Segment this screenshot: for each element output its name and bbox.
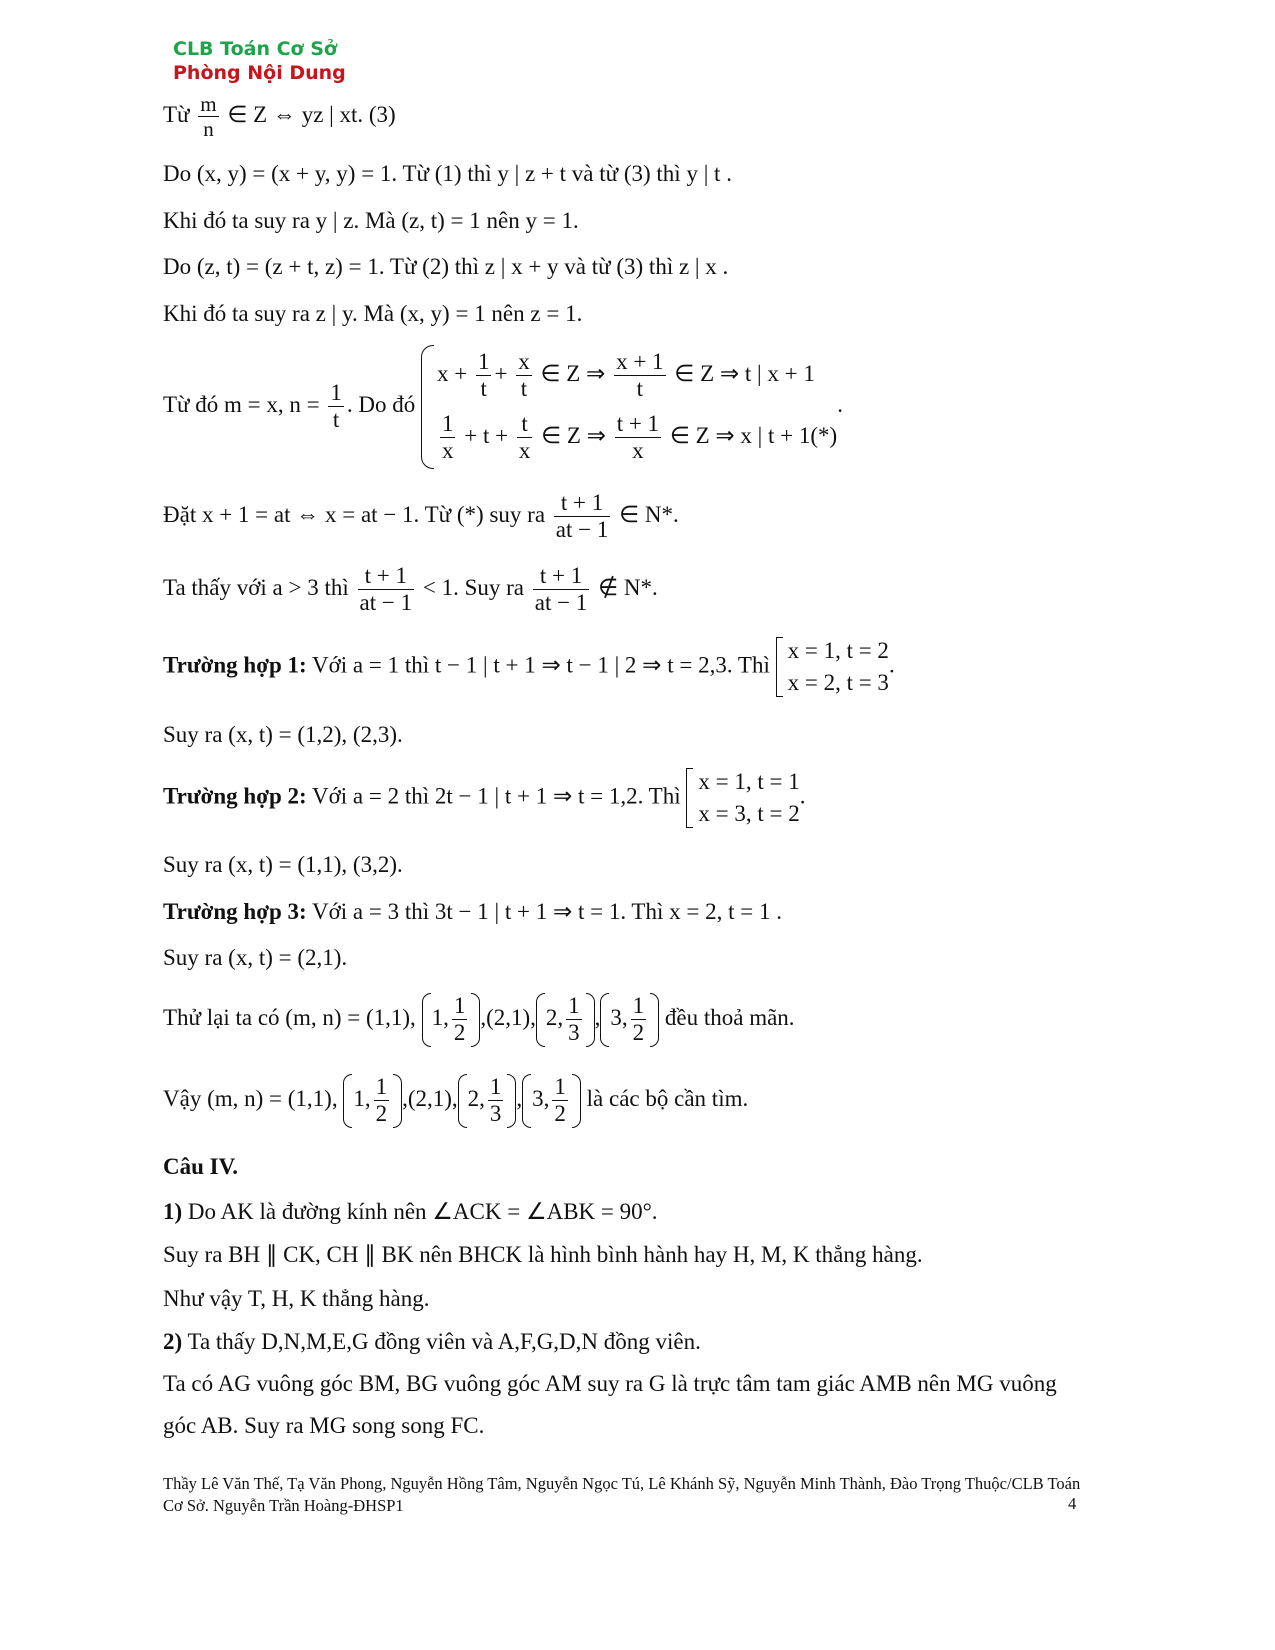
q4-line-3: Như vậy T, H, K thẳng hàng.	[163, 1286, 430, 1311]
q4-line-2: Suy ra BH ∥ CK, CH ∥ BK nên BHCK là hình bình hành hay H, M, K thẳng hàng.	[163, 1242, 923, 1267]
result-2: Suy ra (x, t) = (1,1), (3,2).	[163, 852, 403, 877]
line-5: Khi đó ta suy ra z | y. Mà (x, y) = 1 nên z = 1.	[163, 301, 583, 326]
line-7: Đặt x + 1 = at ⇔ x = at − 1. Từ (*) suy ra $\frac{t + 1}{at - 1}$ ∈ N*.	[163, 490, 679, 543]
footer-credits: Thầy Lê Văn Thế, Tạ Văn Phong, Nguyễn Hồng Tâm, Nguyễn Ngọc Tú, Lê Khánh Sỹ, Nguyễn Minh Thành, Đào Trọng Thuộc/CLB Toán Cơ Sở. Nguyễn Trần Hoàng-ĐHSP1	[163, 1474, 1081, 1516]
case-2: Trường hợp 2: Với a = 2 thì 2t − 1 | t + 1 ⇒ t = 1,2. Thì x = 1, t = 1 x = 3, t = 2 .	[163, 766, 805, 830]
case-3: Trường hợp 3: Với a = 3 thì 3t − 1 | t + 1 ⇒ t = 1. Thì x = 2, t = 1 .	[163, 899, 782, 924]
q4-line-5: Ta có AG vuông góc BM, BG vuông góc AM suy ra G là trực tâm tam giác AMB nên MG vuông	[163, 1371, 1057, 1396]
case-bracket: x = 1, t = 2 x = 2, t = 3	[776, 635, 889, 699]
case-bracket: x = 1, t = 1 x = 3, t = 2	[686, 766, 799, 830]
page-number: 4	[1068, 1494, 1077, 1513]
header-club: CLB Toán Cơ Sở	[173, 38, 337, 60]
fraction: $\frac{m}{n}$	[200, 92, 217, 142]
system-row-2: $\frac{1}{x}$ + t + $\frac{t}{x}$ ∈ Z ⇒ $\frac{t + 1}{x}$ ∈ Z ⇒ x | t + 1(*)	[441, 410, 838, 464]
q4-line-1: 1) Do AK là đường kính nên ∠ACK = ∠ABK = 90°.	[163, 1199, 658, 1224]
case-1: Trường hợp 1: Với a = 1 thì t − 1 | t + 1 ⇒ t − 1 | 2 ⇒ t = 2,3. Thì x = 1, t = 2 x = 2, t = 3 .	[163, 635, 895, 699]
equation-system	[421, 345, 837, 469]
header-dept: Phòng Nội Dung	[173, 62, 346, 84]
line-2: Do (x, y) = (x + y, y) = 1. Từ (1) thì y | z + t và từ (3) thì y | t .	[163, 161, 732, 186]
line-4: Do (z, t) = (z + t, z) = 1. Từ (2) thì z | x + y và từ (3) thì z | x .	[163, 254, 729, 279]
q4-line-4: 2) Ta thấy D,N,M,E,G đồng viên và A,F,G,D,N đồng viên.	[163, 1329, 701, 1354]
result-1: Suy ra (x, t) = (1,2), (2,3).	[163, 722, 403, 747]
result-3: Suy ra (x, t) = (2,1).	[163, 945, 348, 970]
answer-line: Vậy (m, n) = (1,1), 1, $\frac{1}{2}$ ,(2,1), 2, $\frac{1}{3}$ , 3, $\frac{1}{2}$ là các bộ cần tìm.	[163, 1074, 749, 1127]
q4-line-6: góc AB. Suy ra MG song song FC.	[163, 1413, 485, 1438]
text: Từ	[163, 101, 190, 127]
section-heading: Câu IV.	[163, 1154, 238, 1179]
line-1	[163, 92, 396, 141]
check-line: Thử lại ta có (m, n) = (1,1), 1, $\frac{1}{2}$ ,(2,1), 2, $\frac{1}{3}$ , 3, $\frac{1}{2}$ đều thoả mãn.	[163, 993, 795, 1046]
line-3: Khi đó ta suy ra y | z. Mà (z, t) = 1 nên y = 1.	[163, 208, 579, 233]
line-8: Ta thấy với a > 3 thì $\frac{t + 1}{at - 1}$ < 1. Suy ra $\frac{t + 1}{at - 1}$ ∉ N*.	[163, 563, 658, 616]
line-6-system: Từ đó m = x, n = $\frac{1}{t}$ . Do đó x + $\frac{1}{t}$ + $\frac{x}{t}$ ∈ Z ⇒ $\frac{x + 1}{t}$ ∈ Z ⇒ t | x + 1 $\frac{1}{x}$ + t + $\frac{t}{x}$ ∈ Z ⇒ $\frac{t + 1}{x}$ ∈ Z ⇒ x | t + 1(*) .	[163, 345, 843, 469]
system-row-1: x + $\frac{1}{t}$ + $\frac{x}{t}$ ∈ Z ⇒ $\frac{x + 1}{t}$ ∈ Z ⇒ t | x + 1	[436, 349, 815, 402]
fraction: $\frac{1}{t}$	[330, 379, 342, 433]
text: ∈ Z ⇔ yz | xt. (3)	[227, 101, 396, 127]
